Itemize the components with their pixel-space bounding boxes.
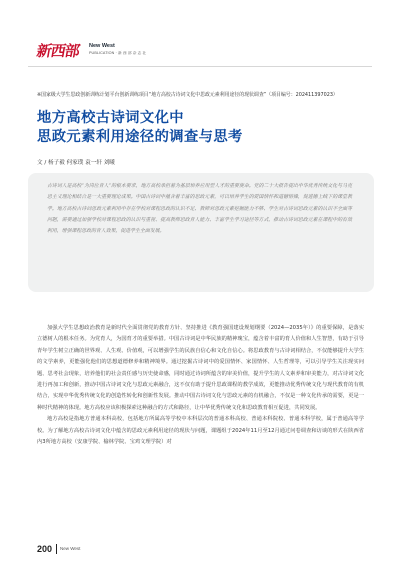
abstract-text: 古诗词人是高校“为岗位育人”的根本要求，地方高校承担着为基层培养应用型人才的重要使命。党的二十大报告提出中华优秀传统文化与马克思主义理论相结合是一大重要理论成果。中国古诗词中蕴含着丰富的思政元素，可以培养学生的爱国情怀和道德情操，促进德上线下的课堂教学。地方高校古诗词思政元素利用中存在学校对课程思政的认识不足、教师对思政元素挖掘能力不够、学生对古诗词思政元素的认识不全面等问题，需要通过加强学校对课程思政的认识与重视、提高教师思政育人能力、丰富学生学习途径等方式，推动古诗词思政元素在课程中的有效利用，增强课程思政的育人效果，促进学生全面发展。: [47, 183, 352, 235]
body-paragraph-2: 地方高校是指地方普通本科高校，包括地方所属高等学校中本科层次的普通本科高校、普通本科院校、普通本科学校，属于普通高等学校。为了解地方高校古诗词文化中蕴含的思政元素利用途径的现状与问题，课题组于2024年11月至12月通过问卷调查和访谈的形式在陕西省内3所地方高校（安康学院、榆林学院、宝鸡文理学院）对: [37, 416, 364, 446]
header-divider: [28, 66, 372, 67]
footer-magazine-name: New West: [60, 546, 81, 551]
body-paragraph-1: 加强大学生思想政治教育是新时代全面贯彻党的教育方针、坚持推进《教育强国建设规划纲要（2024—2035年）》的重要保障，是落实立德树人的根本任务。为党育人，为国育才的重要举措。中国古诗词是中华民族的精神瑰宝，蕴含着丰富的育人价值和人生智慧，有助于引导青年学生树立正确的世界观、人生观、价值观，可以增强学生的民族自信心和文化自信心。将思政教育与古诗词相结合，不仅能够提升大学生的文学素养，更能强化他们的思想道德修养和精神境界。通过挖掘古诗词中的爱国情怀、家国情怀、人生哲理等，可以引导学生关注现实问题、思考社会现象，培养他们的社会责任感与历史使命感，同时通过诗词所蕴含的审美价值，提升学生的人文素养和审美能力，对古诗词文化进行再加工和创新，推动中国古诗词文化与思政元素融合，这不仅有助于提升思政课程的教学成效，更能推动优秀传统文化与现代教育的有机结合，实现中华优秀传统文化的创造性转化和创新性发展。推动中国古诗词文化与思政元素的有机融合，不仅是一种文化传承的需要，更是一种时代精神的体现。地方高校应该积极探索这种融合的方式和路径，让中华优秀传统文化和思政教育相互促进，共同发展。: [37, 325, 364, 411]
footer-separator: [56, 544, 57, 554]
magazine-logo-subtitle: PUBLICATION · 新 西 部 杂 志 社: [89, 51, 147, 55]
article-body: [37, 323, 364, 448]
fund-note: ※国家级大学生思政创新训练计划平台创新训练项目“地方高校古诗词文化中思政元素利用途径的现状调查”（项目编号：202411397023）: [37, 92, 338, 98]
magazine-logo-english: New West: [89, 43, 115, 49]
article-title-line2: 思政元素利用途径的调查与思考: [37, 129, 243, 145]
article-title-line1: 地方高校古诗词文化中: [37, 110, 184, 126]
page-number: 200: [37, 544, 53, 554]
author-line: 文 / 杨子毅 何家璞 袁一轩 刘曦: [37, 160, 115, 166]
magazine-logo: 新西部: [35, 42, 81, 60]
